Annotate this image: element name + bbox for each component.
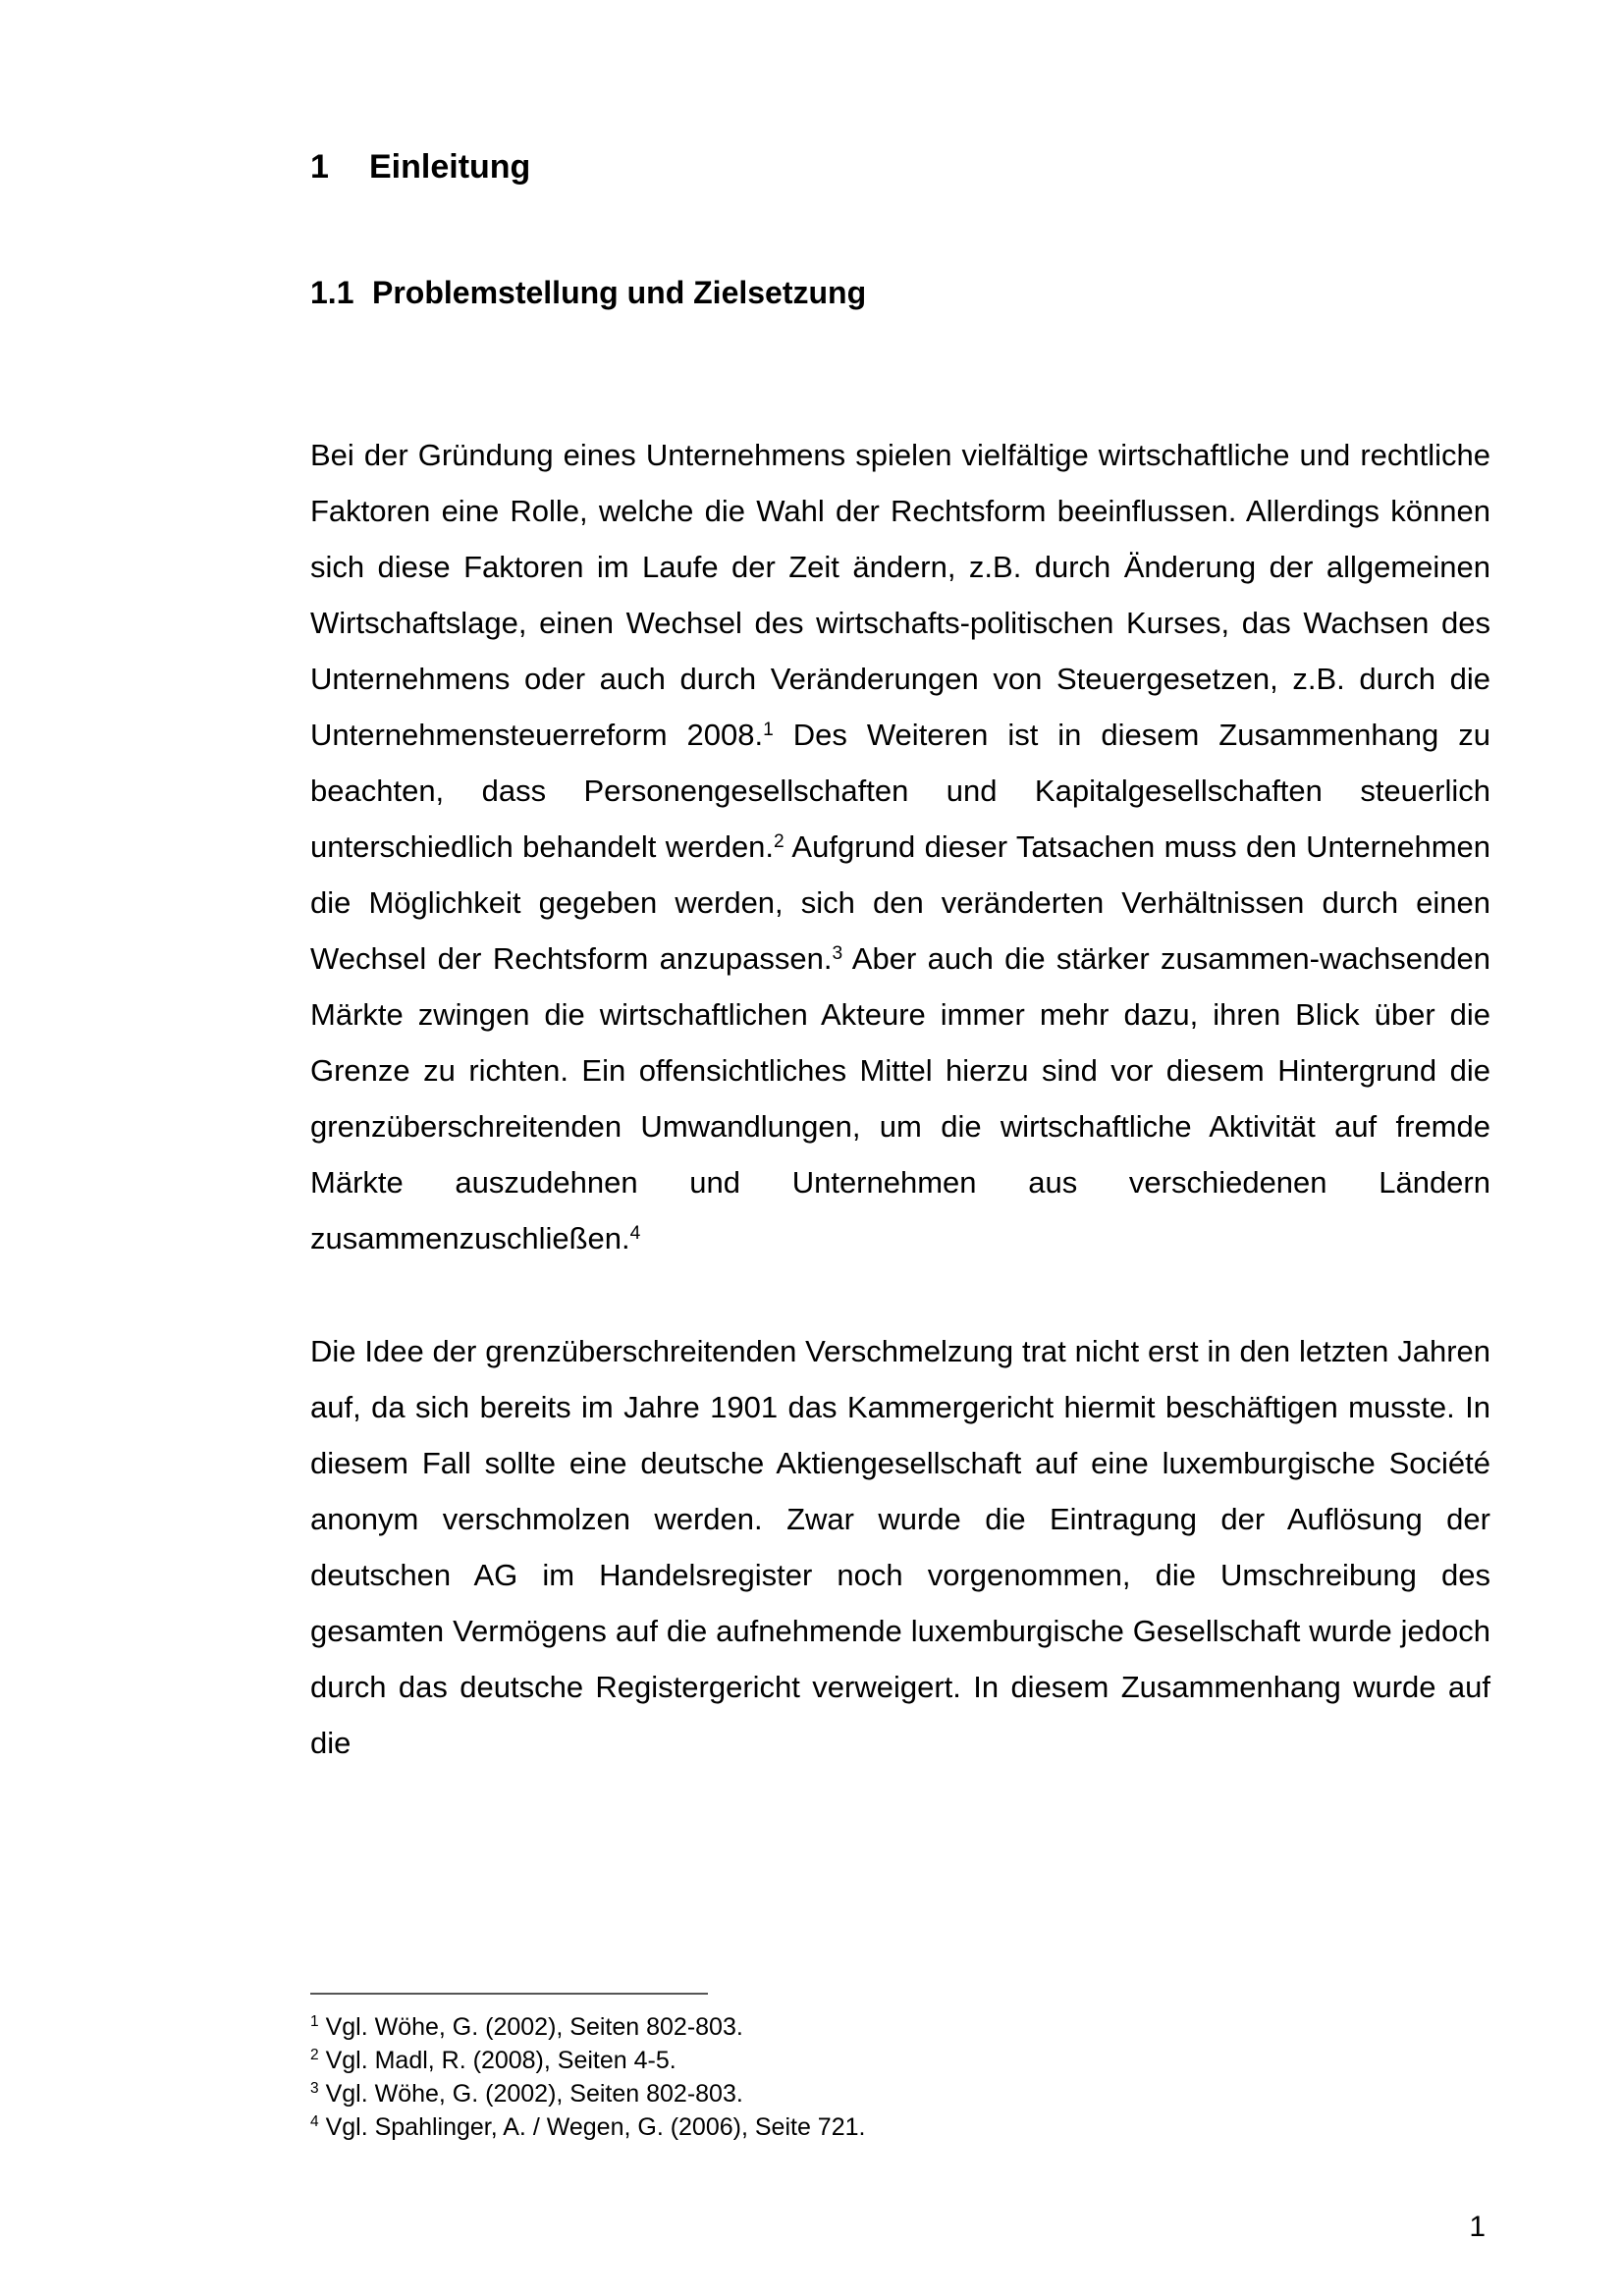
subsection-title: Problemstellung und Zielsetzung	[372, 274, 867, 310]
footnote-reference: 1	[763, 719, 774, 740]
paragraph: Die Idee der grenzüberschreitenden Verschmelzung trat nicht erst in den letzten Jahren auf, da sich bereits im Jahre 1901 das Kammergericht hiermit beschäftigen musste. In diesem Fall sollte eine deutsche Aktiengesellschaft auf eine luxemburgische Société anonym verschmolzen werden. Zwar wurde die Eintragung der Auflösung der deutschen AG im Handelsregister noch vorgenommen, die Umschreibung des gesamten Vermögens auf die aufnehmende luxemburgische Gesellschaft wurde jedoch durch das deutsche Registergericht verweigert. In diesem Zusammenhang wurde auf die	[310, 1334, 1490, 1761]
subsection-heading	[310, 274, 1490, 311]
footnote-marker: 4	[310, 2113, 319, 2131]
footnote: $^2$ Vgl. Madl, R. (2008), Seiten 4-5.	[310, 2047, 676, 2074]
section-title: Einleitung	[369, 148, 531, 186]
page-number: 1	[1469, 2211, 1486, 2243]
footnote: $^3$ Vgl. Wöhe, G. (2002), Seiten 802-803.	[310, 2080, 743, 2108]
body-paragraphs	[310, 427, 1490, 1771]
section-heading	[310, 147, 1490, 187]
footnote: $^4$ Vgl. Spahlinger, A. / Wegen, G. (2006), Seite 721.	[310, 2113, 866, 2141]
footnote-marker: 1	[310, 2013, 319, 2031]
footnote: $^1$ Vgl. Wöhe, G. (2002), Seiten 802-803.	[310, 2013, 743, 2041]
footnote-separator	[310, 1993, 708, 1995]
footnote-marker: 3	[310, 2080, 319, 2098]
subsection-number: 1.1	[310, 274, 354, 310]
footnote-marker: 2	[310, 2047, 319, 2064]
page-content	[310, 147, 1490, 1771]
footnote-list	[310, 2010, 1490, 2144]
footnotes-section	[310, 1993, 1490, 2144]
paragraph: Bei der Gründung eines Unternehmens spielen vielfältige wirtschaftliche und rechtliche Faktoren eine Rolle, welche die Wahl der Rechtsform beeinflussen. Allerdings können sich diese Faktoren im Laufe der Zeit ändern, z.B. durch Änderung der allgemeinen Wirtschaftslage, einen Wechsel des wirtschafts-politischen Kurses, das Wachsen des Unternehmens oder auch durch Veränderungen von Steuergesetzen, z.B. durch die Unternehmensteuerreform 2008.$^1$ Des Weiteren ist in diesem Zusammenhang zu beachten, dass Personengesellschaften und Kapitalgesellschaften steuerlich unterschiedlich behandelt werden.$^2$ Aufgrund dieser Tatsachen muss den Unternehmen die Möglichkeit gegeben werden, sich den veränderten Verhältnissen durch einen Wechsel der Rechtsform anzupassen.$^3$ Aber auch die stärker zusammen-wachsenden Märkte zwingen die wirtschaftlichen Akteure immer mehr dazu, ihren Blick über die Grenze zu richten. Ein offensichtliches Mittel hierzu sind vor diesem Hintergrund die grenzüberschreitenden Umwandlungen, um die wirtschaftliche Aktivität auf fremde Märkte auszudehnen und Unternehmen aus verschiedenen Ländern zusammenzuschließen.$^4$	[310, 438, 1491, 1256]
footnote-reference: 3	[832, 942, 843, 964]
footnote-reference: 4	[629, 1222, 641, 1244]
section-number: 1	[310, 148, 329, 186]
footnote-reference: 2	[774, 830, 784, 852]
